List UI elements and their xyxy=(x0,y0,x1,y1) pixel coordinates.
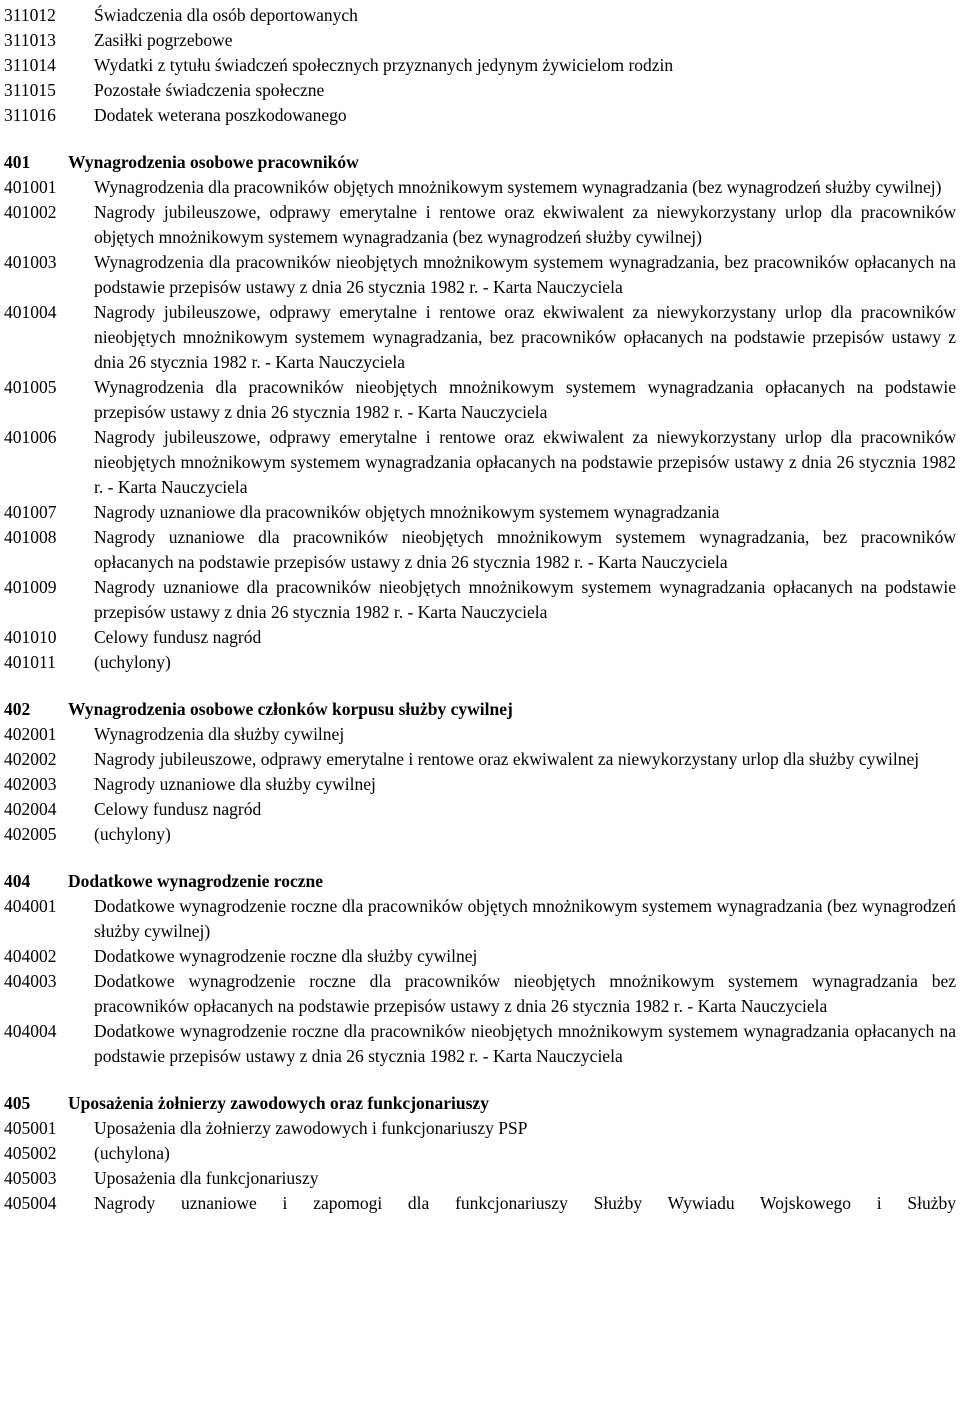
item-code: 402003 xyxy=(4,774,57,794)
item-description: (uchylona) xyxy=(94,1143,170,1163)
item-code: 401011 xyxy=(4,652,56,672)
item-description: Dodatkowe wynagrodzenie roczne dla pracowników objętych mnożnikowym systemem wynagradzania (bez wynagrodzeń służby cywilnej) xyxy=(94,896,956,941)
item-description: Celowy fundusz nagród xyxy=(94,799,262,819)
section-heading xyxy=(4,869,956,894)
section-spacer xyxy=(4,847,956,869)
code-section xyxy=(4,1091,956,1216)
list-item xyxy=(4,894,956,944)
list-item xyxy=(4,200,956,250)
list-item xyxy=(4,772,956,797)
item-code: 405004 xyxy=(4,1193,57,1213)
section-code: 404 xyxy=(4,871,31,891)
list-item xyxy=(4,250,956,300)
item-description: Nagrody jubileuszowe, odprawy emerytalne i rentowe oraz ekwiwalent za niewykorzystany urlop dla pracowników nieobjętych mnożnikowym systemem wynagradzania, bez pracowników opłacanych na podstawie przepisów ustawy z dnia 26 stycznia 1982 r. - Karta Nauczyciela xyxy=(94,302,956,372)
list-item xyxy=(4,650,956,675)
list-item xyxy=(4,969,956,1019)
item-description: Wynagrodzenia dla pracowników nieobjętych mnożnikowym systemem wynagradzania, bez pracowników opłacanych na podstawie przepisów ustawy z dnia 26 stycznia 1982 r. - Karta Nauczyciela xyxy=(94,252,956,297)
list-item xyxy=(4,944,956,969)
item-code: 404002 xyxy=(4,946,57,966)
item-code: 311012 xyxy=(4,5,56,25)
item-description: Wynagrodzenia dla pracowników objętych mnożnikowym systemem wynagradzania (bez wynagrodzeń służby cywilnej) xyxy=(94,177,942,197)
item-code: 311013 xyxy=(4,30,56,50)
list-item xyxy=(4,747,956,772)
item-code: 404001 xyxy=(4,896,57,916)
item-code: 311016 xyxy=(4,105,56,125)
list-item xyxy=(4,3,956,28)
list-item xyxy=(4,797,956,822)
item-description: Uposażenia dla funkcjonariuszy xyxy=(94,1168,319,1188)
item-description: Nagrody uznaniowe dla służby cywilnej xyxy=(94,774,376,794)
list-item xyxy=(4,28,956,53)
list-item xyxy=(4,300,956,375)
item-description: Nagrody uznaniowe dla pracowników nieobjętych mnożnikowym systemem wynagradzania, bez pracowników opłacanych na podstawie przepisów ustawy z dnia 26 stycznia 1982 r. - Karta Nauczyciela xyxy=(94,527,956,572)
item-description: Pozostałe świadczenia społeczne xyxy=(94,80,325,100)
section-code: 402 xyxy=(4,699,31,719)
list-item xyxy=(4,175,956,200)
item-description: Wynagrodzenia dla służby cywilnej xyxy=(94,724,345,744)
section-heading xyxy=(4,1091,956,1116)
item-code: 401007 xyxy=(4,502,57,522)
item-code: 402001 xyxy=(4,724,57,744)
item-code: 401002 xyxy=(4,202,57,222)
list-item xyxy=(4,78,956,103)
code-section xyxy=(4,697,956,847)
item-description: Nagrody jubileuszowe, odprawy emerytalne i rentowe oraz ekwiwalent za niewykorzystany urlop dla służby cywilnej xyxy=(94,749,920,769)
section-spacer xyxy=(4,128,956,150)
item-description: Nagrody uznaniowe i zapomogi dla funkcjonariuszy Służby Wywiadu Wojskowego i Służby xyxy=(94,1193,956,1213)
item-description: Dodatkowe wynagrodzenie roczne dla służby cywilnej xyxy=(94,946,478,966)
item-description: Dodatkowe wynagrodzenie roczne dla pracowników nieobjętych mnożnikowym systemem wynagradzania bez pracowników opłacanych na podstawie przepisów ustawy z dnia 26 stycznia 1982 r. - Karta Nauczyciela xyxy=(94,971,956,1016)
item-description: Nagrody jubileuszowe, odprawy emerytalne i rentowe oraz ekwiwalent za niewykorzystany urlop dla pracowników objętych mnożnikowym systemem wynagradzania (bez wynagrodzeń służby cywilnej) xyxy=(94,202,956,247)
list-item xyxy=(4,103,956,128)
item-code: 401001 xyxy=(4,177,57,197)
section-spacer xyxy=(4,675,956,697)
list-item xyxy=(4,425,956,500)
list-item xyxy=(4,822,956,847)
list-item xyxy=(4,722,956,747)
item-code: 404004 xyxy=(4,1021,57,1041)
item-code: 405001 xyxy=(4,1118,57,1138)
list-item xyxy=(4,375,956,425)
item-code: 401003 xyxy=(4,252,57,272)
item-description: Nagrody uznaniowe dla pracowników nieobjętych mnożnikowym systemem wynagradzania opłacanych na podstawie przepisów ustawy z dnia 26 stycznia 1982 r. - Karta Nauczyciela xyxy=(94,577,956,622)
item-code: 401008 xyxy=(4,527,57,547)
item-code: 402005 xyxy=(4,824,57,844)
code-section xyxy=(4,3,956,128)
item-code: 311015 xyxy=(4,80,56,100)
item-description: Wynagrodzenia dla pracowników nieobjętych mnożnikowym systemem wynagradzania opłacanych na podstawie przepisów ustawy z dnia 26 stycznia 1982 r. - Karta Nauczyciela xyxy=(94,377,956,422)
section-title: Wynagrodzenia osobowe członków korpusu służby cywilnej xyxy=(68,699,513,719)
section-code: 401 xyxy=(4,152,31,172)
section-title: Dodatkowe wynagrodzenie roczne xyxy=(68,871,324,891)
list-item xyxy=(4,625,956,650)
section-spacer xyxy=(4,1069,956,1091)
code-section xyxy=(4,869,956,1069)
item-code: 405003 xyxy=(4,1168,57,1188)
list-item xyxy=(4,1191,956,1216)
list-item xyxy=(4,525,956,575)
section-heading xyxy=(4,697,956,722)
item-description: (uchylony) xyxy=(94,824,171,844)
section-title: Wynagrodzenia osobowe pracowników xyxy=(68,152,359,172)
item-description: Nagrody jubileuszowe, odprawy emerytalne i rentowe oraz ekwiwalent za niewykorzystany urlop dla pracowników nieobjętych mnożnikowym systemem wynagradzania opłacanych na podstawie przepisów ustawy z dnia 26 stycznia 1982 r. - Karta Nauczyciela xyxy=(94,427,956,497)
list-item xyxy=(4,1019,956,1069)
item-description: Wydatki z tytułu świadczeń społecznych przyznanych jedynym żywicielom rodzin xyxy=(94,55,674,75)
item-code: 401006 xyxy=(4,427,57,447)
list-item xyxy=(4,1166,956,1191)
item-description: Celowy fundusz nagród xyxy=(94,627,262,647)
item-description: Świadczenia dla osób deportowanych xyxy=(94,5,358,25)
item-description: Dodatkowe wynagrodzenie roczne dla pracowników nieobjętych mnożnikowym systemem wynagradzania opłacanych na podstawie przepisów ustawy z dnia 26 stycznia 1982 r. - Karta Nauczyciela xyxy=(94,1021,956,1066)
list-item xyxy=(4,500,956,525)
item-code: 405002 xyxy=(4,1143,57,1163)
item-description: Dodatek weterana poszkodowanego xyxy=(94,105,347,125)
code-section xyxy=(4,150,956,675)
item-code: 311014 xyxy=(4,55,56,75)
section-title: Uposażenia żołnierzy zawodowych oraz funkcjonariuszy xyxy=(68,1093,489,1113)
list-item xyxy=(4,1116,956,1141)
item-code: 402004 xyxy=(4,799,57,819)
item-code: 401010 xyxy=(4,627,57,647)
item-description: (uchylony) xyxy=(94,652,171,672)
list-item xyxy=(4,575,956,625)
item-code: 401009 xyxy=(4,577,57,597)
item-description: Zasiłki pogrzebowe xyxy=(94,30,233,50)
section-code: 405 xyxy=(4,1093,31,1113)
item-code: 402002 xyxy=(4,749,57,769)
list-item xyxy=(4,53,956,78)
item-description: Uposażenia dla żołnierzy zawodowych i funkcjonariuszy PSP xyxy=(94,1118,528,1138)
item-code: 401004 xyxy=(4,302,57,322)
item-code: 404003 xyxy=(4,971,57,991)
section-heading xyxy=(4,150,956,175)
item-code: 401005 xyxy=(4,377,57,397)
item-description: Nagrody uznaniowe dla pracowników objętych mnożnikowym systemem wynagradzania xyxy=(94,502,720,522)
list-item xyxy=(4,1141,956,1166)
